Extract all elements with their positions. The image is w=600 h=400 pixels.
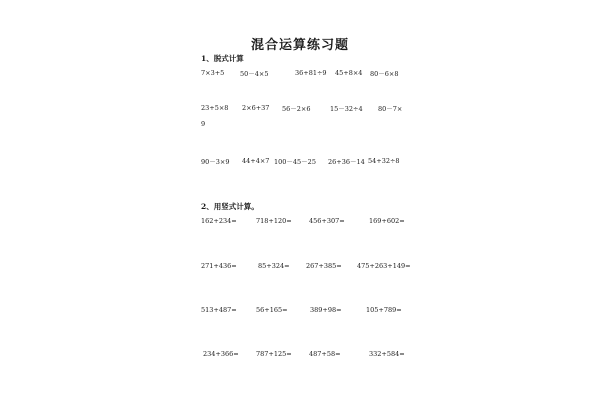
problem: 475+263+149= bbox=[357, 262, 411, 270]
problem: 271+436= bbox=[201, 262, 237, 270]
problem: 56+165= bbox=[256, 306, 288, 314]
problem: 50－4×5 bbox=[240, 70, 269, 78]
problem: 90－3×9 bbox=[201, 158, 230, 166]
problem: 85+324= bbox=[258, 262, 290, 270]
problem: 23+5×8 bbox=[201, 104, 229, 112]
problem: 332+584= bbox=[369, 350, 405, 358]
problem: 234+366= bbox=[203, 350, 239, 358]
problem: 456+307= bbox=[309, 217, 345, 225]
problem: 487+58= bbox=[309, 350, 341, 358]
section-2-heading: 2、用竖式计算。 bbox=[201, 202, 259, 211]
problem: 787+125= bbox=[256, 350, 292, 358]
page-title: 混合运算练习题 bbox=[250, 38, 349, 53]
problem: 100－45－25 bbox=[274, 158, 316, 166]
problem: 54+32÷8 bbox=[368, 157, 400, 165]
problem: 56－2×6 bbox=[282, 105, 311, 113]
problem: 105+789= bbox=[366, 306, 402, 314]
problem: 44+4×7 bbox=[242, 157, 270, 165]
problem: 26+36－14 bbox=[328, 158, 365, 166]
problem: 7×3+5 bbox=[201, 69, 225, 77]
problem-wrap: 9 bbox=[201, 120, 206, 128]
problem: 45+8×4 bbox=[335, 69, 363, 77]
problem: 169+602= bbox=[369, 217, 405, 225]
problem: 80－7× bbox=[378, 105, 403, 113]
problem: 36+81÷9 bbox=[295, 69, 327, 77]
problem: 267+385= bbox=[306, 262, 342, 270]
problem: 80－6×8 bbox=[370, 70, 399, 78]
problem: 162+234= bbox=[201, 217, 237, 225]
problem: 389+98= bbox=[310, 306, 342, 314]
problem: 15－32÷4 bbox=[330, 105, 363, 113]
problem: 2×6+37 bbox=[242, 104, 270, 112]
problem: 513+487= bbox=[201, 306, 237, 314]
problem: 718+120= bbox=[256, 217, 292, 225]
section-1-heading: 1、脱式计算 bbox=[201, 54, 244, 63]
